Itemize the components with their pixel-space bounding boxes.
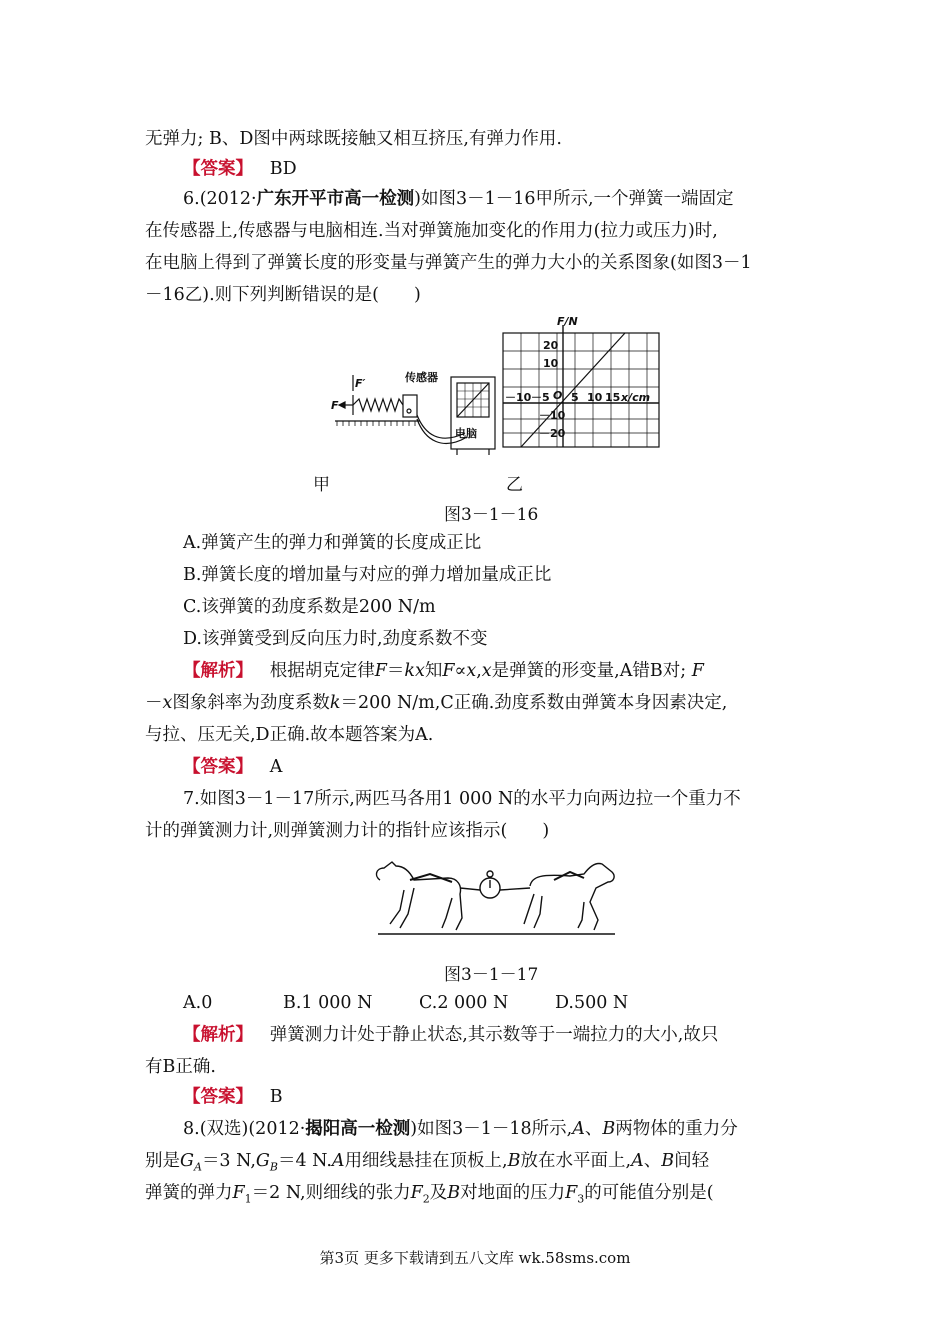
question-6: 6.(2012·广东开平市高一检测)如图3－1－16甲所示,一个弹簧一端固定 [183, 189, 734, 209]
x-axis-label: x/cm [621, 391, 651, 404]
option-b: B.1 000 N [283, 993, 373, 1013]
computer-label: 电脑 [455, 427, 477, 440]
ytick: －10 [539, 409, 566, 422]
answer-tag: 【答案】 [183, 757, 253, 777]
option-c: C.2 000 N [419, 993, 509, 1013]
ytick: －20 [539, 427, 566, 440]
figure-caption: 图3－1－17 [444, 965, 539, 985]
explanation-tag: 【解析】 [183, 661, 253, 681]
text-line: 有B正确. [145, 1057, 216, 1077]
text-line: －16乙).则下列判断错误的是( ) [145, 285, 421, 305]
sensor-label: 传感器 [405, 371, 438, 384]
text-line: 弹簧的弹力$F_1=2$ N,则细线的张力$F_2$及B对地面的压力$F_3$的可能值分别是( [145, 1183, 714, 1206]
text-line: 无弹力; B、D图中两球既接触又相互挤压,有弹力作用. [145, 129, 562, 149]
option-d: D.500 N [555, 993, 629, 1013]
text-line: 与拉、压无关,D正确.故本题答案为A. [145, 725, 434, 745]
figure-label-yi: 乙 [506, 475, 523, 495]
question-7: 7.如图3－1－17所示,两匹马各用1 000 N的水平力向两边拉一个重力不 [183, 789, 741, 809]
option-d: D.该弹簧受到反向压力时,劲度系数不变 [183, 629, 488, 649]
origin-label: O [553, 389, 563, 402]
ytick: 10 [543, 357, 559, 370]
text-line: 计的弹簧测力计,则弹簧测力计的指针应该指示( ) [145, 821, 550, 841]
option-a: A.0 [183, 993, 213, 1013]
answer-6: 【答案】 A [183, 757, 283, 777]
answer-7: 【答案】 B [183, 1087, 283, 1107]
text-line: 在电脑上得到了弹簧长度的形变量与弹簧产生的弹力大小的关系图象(如图3－1 [145, 253, 752, 273]
question-8: 8.(双选)(2012·揭阳高一检测)如图3－1－18所示,A、B两物体的重力分 [183, 1119, 738, 1139]
answer-tag: 【答案】 [183, 1087, 253, 1107]
figure-caption: 图3－1－16 [444, 505, 539, 525]
explanation-tag: 【解析】 [183, 1025, 253, 1045]
force-prime-label: F′ [355, 377, 366, 390]
y-axis-label: F/N [557, 315, 578, 328]
page-footer: 第3页 更多下载请到五八文库 wk.58sms.com [319, 1249, 631, 1267]
text-line: －x图象斜率为劲度系数k＝200 N/m,C正确.劲度系数由弹簧本身因素决定, [145, 693, 728, 713]
ytick: 20 [543, 339, 559, 352]
answer-5: 【答案】 BD [183, 159, 297, 179]
answer-tag: 【答案】 [183, 159, 253, 179]
figure-label-jia: 甲 [313, 475, 330, 495]
explanation-7: 【解析】 弹簧测力计处于静止状态,其示数等于一端拉力的大小,故只 [183, 1025, 719, 1045]
option-b: B.弹簧长度的增加量与对应的弹力增加量成正比 [183, 565, 552, 585]
force-label: F [331, 399, 339, 412]
xtick: －5 [531, 391, 550, 404]
xtick: 5 [571, 391, 579, 404]
option-c: C.该弹簧的劲度系数是200 N/m [183, 597, 436, 617]
text-line: 在传感器上,传感器与电脑相连.当对弹簧施加变化的作用力(拉力或压力)时, [145, 221, 718, 241]
explanation-6: 【解析】 根据胡克定律F＝kx知F∝x,x是弹簧的形变量,A错B对; F [183, 661, 704, 681]
options-7 [183, 992, 628, 1014]
xtick: －10 [505, 391, 532, 404]
figure-3-1-16 [325, 315, 665, 495]
option-a: A.弹簧产生的弹力和弹簧的长度成正比 [183, 533, 482, 553]
xtick: 15 [605, 391, 621, 404]
figure-3-1-17 [370, 858, 620, 940]
xtick: 10 [587, 391, 603, 404]
text-line: 别是$G_A=3$ $N,G_B=4$ N.A用细线悬挂在顶板上,B放在水平面上,A、B间轻 [145, 1151, 710, 1174]
